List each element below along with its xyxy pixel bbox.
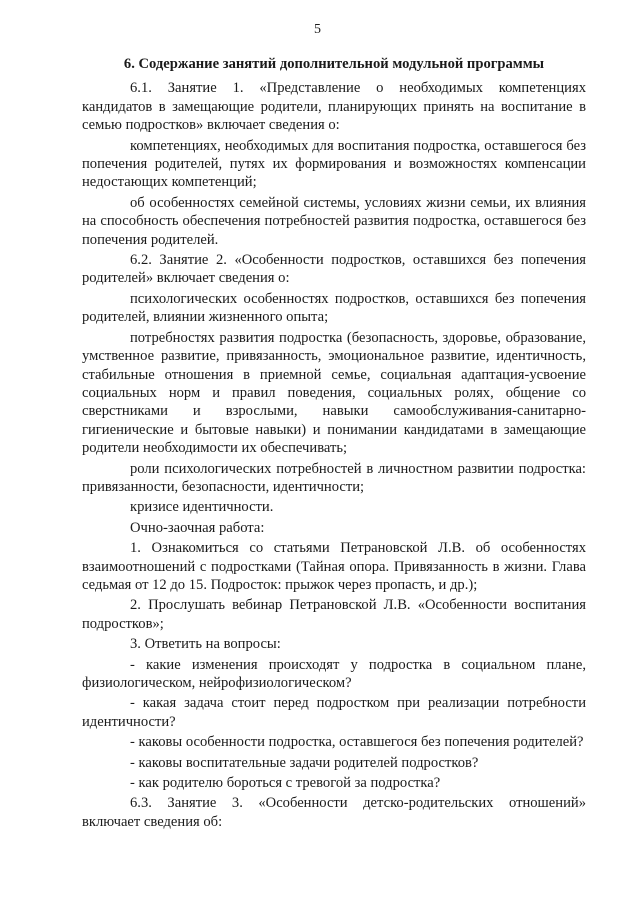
section-heading: 6. Содержание занятий дополнительной модульной программы bbox=[123, 56, 545, 72]
paragraph: роли психологических потребностей в личностном развитии подростка: привязанности, безопасности, идентичности; bbox=[82, 460, 586, 495]
page-number: 5 bbox=[314, 22, 321, 37]
document-body bbox=[82, 55, 586, 833]
paragraph: 2. Прослушать вебинар Петрановской Л.В. «Особенности воспитания подростков»; bbox=[82, 597, 586, 632]
paragraph: потребностях развития подростка (безопасность, здоровье, образование, умственное развитие, привязанность, эмоциональное развитие, идентичность, стабильные отношения в приемной семье, социальная адаптация-усвоение социальных норм и правил поведения, социальных ролях, общение со сверстниками и взрослыми, навыки самообслуживания-санитарно-гигиенические и бытовые навыки) и понимании кандидатами в замещающие родители необходимости их обеспечивать; bbox=[82, 329, 586, 457]
paragraph: 1. Ознакомиться со статьями Петрановской Л.В. об особенностях взаимоотношений с подростками (Тайная опора. Привязанность в жизни. Глава седьмая от 12 до 15. Подросток: прыжок через пропасть, и др.); bbox=[82, 540, 586, 593]
paragraph: 6.3. Занятие 3. «Особенности детско-родительских отношений» включает сведения об: bbox=[82, 795, 586, 830]
paragraph: компетенциях, необходимых для воспитания подростка, оставшегося без попечения родителей, путях их формирования и возможностях компенсации недостающих компетенций; bbox=[82, 137, 586, 191]
paragraph: - каковы особенности подростка, оставшегося без попечения родителей? bbox=[130, 734, 584, 751]
paragraph: - какая задача стоит перед подростком при реализации потребности идентичности? bbox=[82, 695, 586, 730]
paragraph: - как родителю бороться с тревогой за подростка? bbox=[130, 775, 441, 792]
paragraph: 6.2. Занятие 2. «Особенности подростков, оставшихся без попечения родителей» включает сведения о: bbox=[82, 252, 586, 287]
paragraph: - каковы воспитательные задачи родителей подростков? bbox=[130, 754, 479, 771]
paragraph: об особенностях семейной системы, условиях жизни семьи, их влияния на способность обеспечения потребностей развития подростка, оставшегося без попечения родителей. bbox=[82, 194, 586, 248]
paragraph: 3. Ответить на вопросы: bbox=[130, 636, 281, 653]
paragraph: кризисе идентичности. bbox=[130, 499, 274, 516]
paragraph: 6.1. Занятие 1. «Представление о необходимых компетенциях кандидатов в замещающие родители, планирующих принять на воспитание в семью подростков» включает сведения о: bbox=[82, 80, 586, 134]
paragraph: - какие изменения происходят у подростка в социальном плане, физиологическом, нейрофизиологическом? bbox=[82, 656, 586, 691]
paragraph: Очно-заочная работа: bbox=[130, 519, 265, 536]
paragraph: психологических особенностях подростков, оставшихся без попечения родителей, влиянии жизненного опыта; bbox=[82, 290, 586, 326]
